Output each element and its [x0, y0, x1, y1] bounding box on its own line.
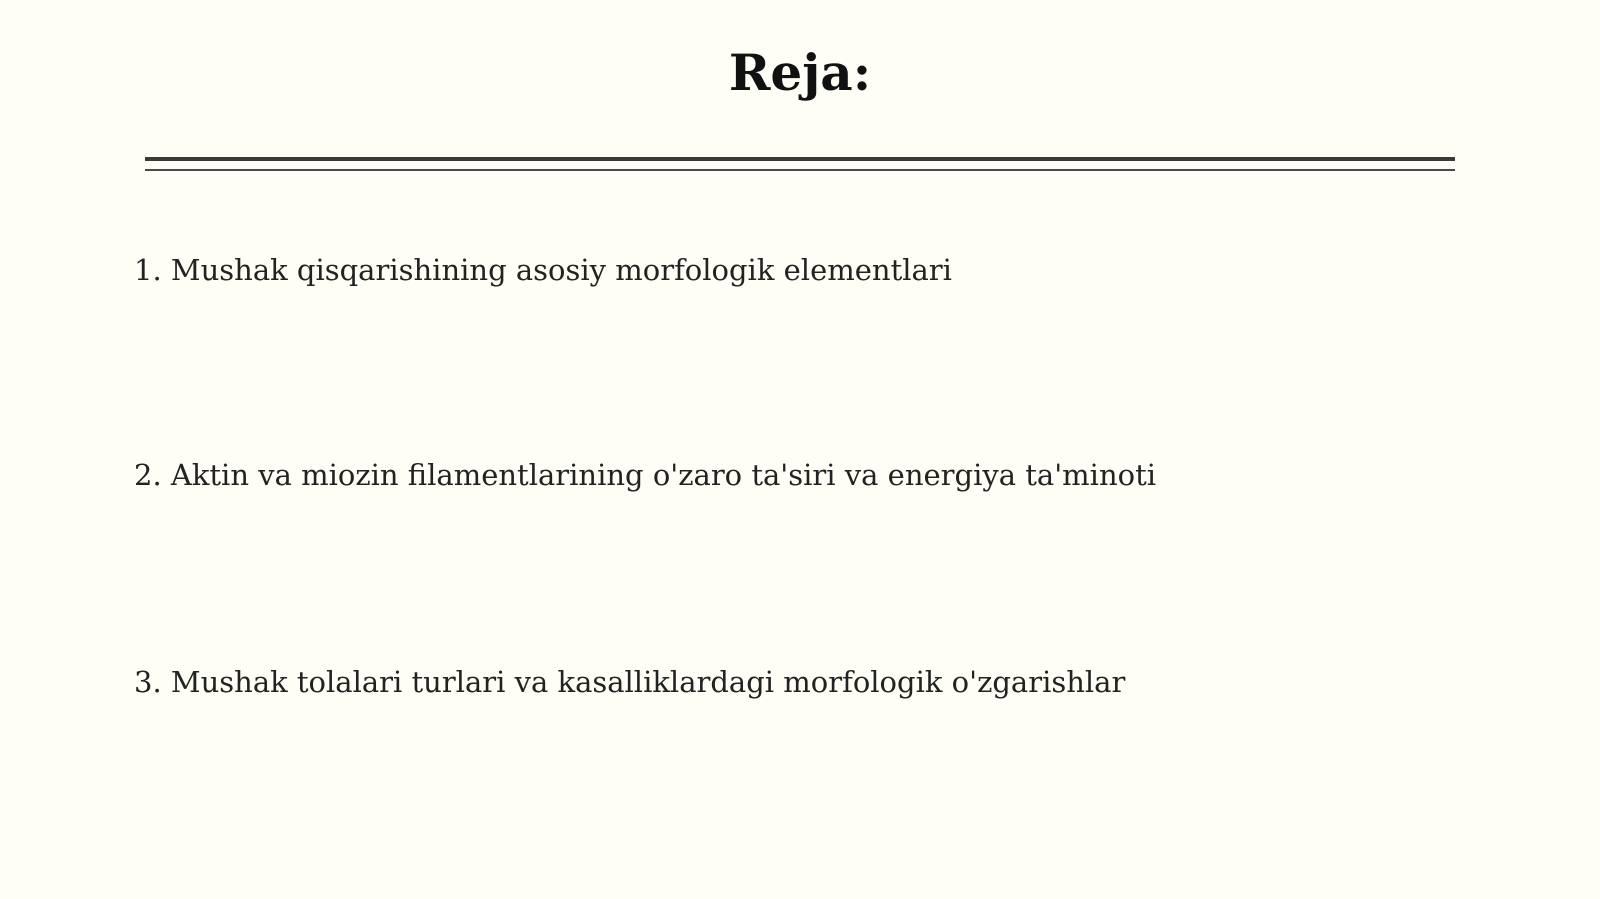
list-item: 3. Mushak tolalari turlari va kasalliklardagi morfologik o'zgarishlar [134, 665, 1126, 699]
title-divider-thin [145, 169, 1455, 171]
list-item: 1. Mushak qisqarishining asosiy morfologik elementlari [134, 253, 952, 287]
page-title: Reja: [728, 43, 872, 102]
title-divider-thick [145, 157, 1455, 161]
list-item: 2. Aktin va miozin filamentlarining o'zaro ta'siri va energiya ta'minoti [134, 458, 1157, 492]
